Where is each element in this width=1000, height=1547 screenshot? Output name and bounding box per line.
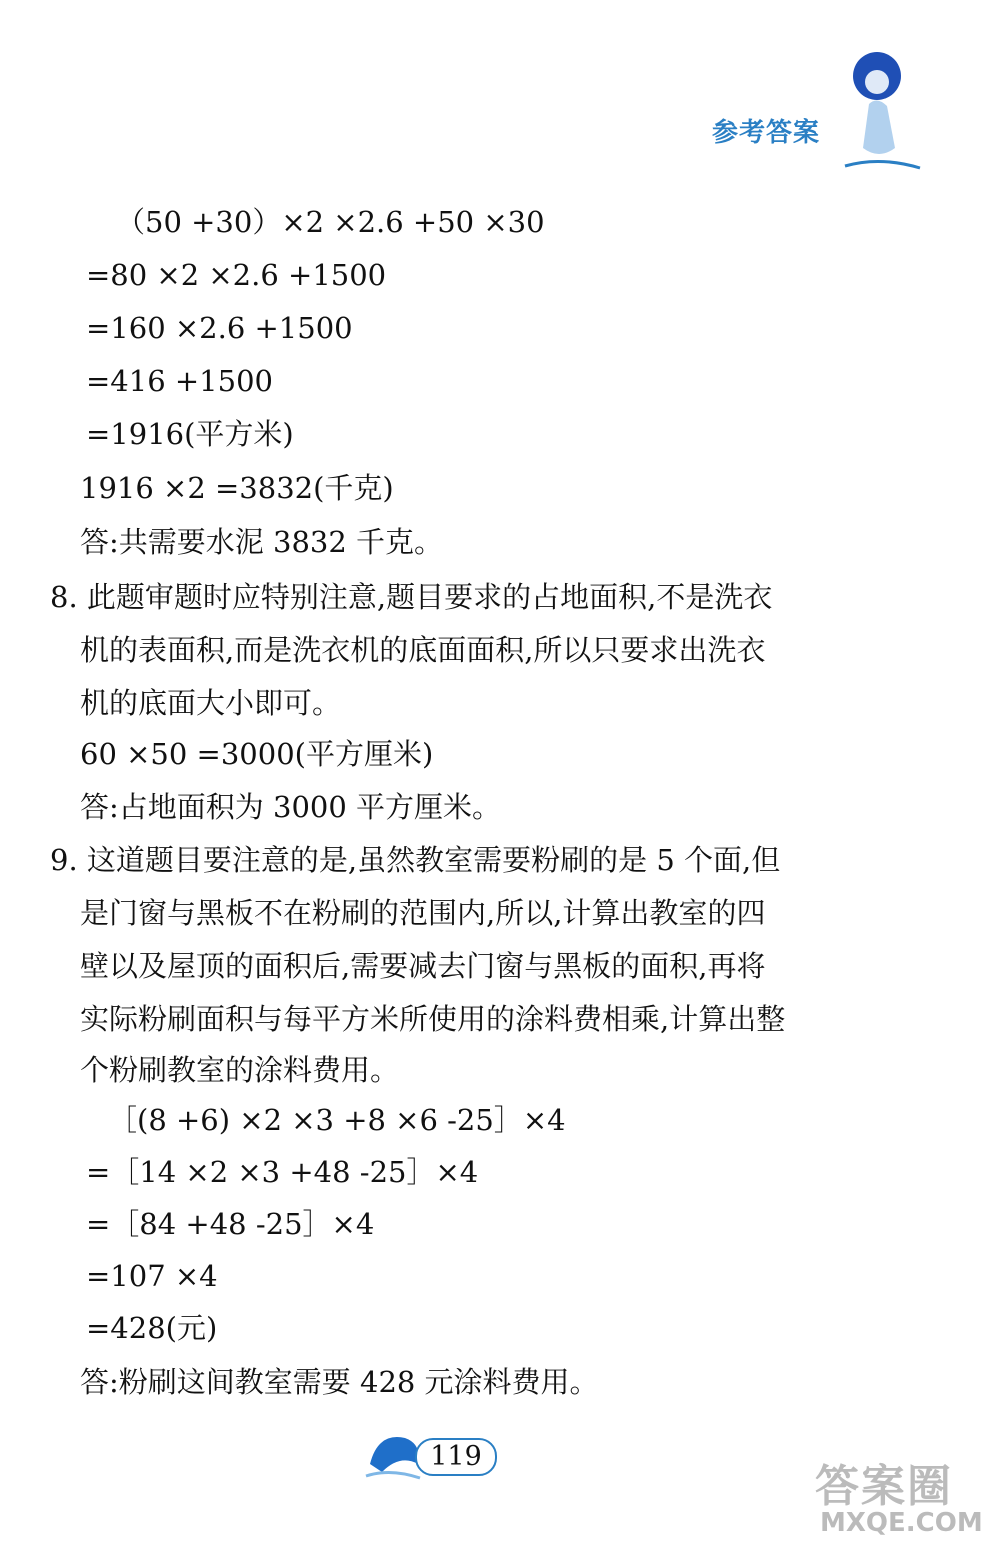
explanation-line: 9. 这道题目要注意的是,虽然教室需要粉刷的是 5 个面,但 [50, 843, 781, 877]
explanation-line: 机的表面积,而是洗衣机的底面面积,所以只要求出洗衣 [80, 633, 766, 667]
answer-line: 答:占地面积为 3000 平方厘米。 [80, 790, 502, 824]
answer-line: 答:粉刷这间教室需要 428 元涂料费用。 [80, 1365, 599, 1399]
watermark [815, 1450, 995, 1545]
explanation-line: 机的底面大小即可。 [80, 686, 342, 720]
calc-line: 1916 ×2 =3832(千克) [80, 471, 394, 505]
calc-line: =1916(平方米) [86, 417, 294, 451]
calc-line: ［(8 +6) ×2 ×3 +8 ×6 -25］×4 [108, 1103, 566, 1137]
mascot-illustration [835, 48, 925, 178]
calc-line: =107 ×4 [86, 1259, 218, 1293]
calc-line: =428(元) [86, 1311, 218, 1345]
page-number: 119 [415, 1438, 497, 1476]
calc-line: 60 ×50 =3000(平方厘米) [80, 737, 434, 771]
calc-line: =80 ×2 ×2.6 +1500 [86, 258, 387, 292]
explanation-line: 是门窗与黑板不在粉刷的范围内,所以,计算出教室的四 [80, 896, 766, 930]
explanation-line: 个粉刷教室的涂料费用。 [80, 1053, 400, 1087]
calc-line: （50 +30）×2 ×2.6 +50 ×30 [116, 205, 545, 239]
explanation-line: 8. 此题审题时应特别注意,题目要求的占地面积,不是洗衣 [50, 580, 773, 614]
explanation-line: 壁以及屋顶的面积后,需要减去门窗与黑板的面积,再将 [80, 949, 766, 983]
explanation-line: 实际粉刷面积与每平方米所使用的涂料费相乘,计算出整 [80, 1002, 786, 1036]
page-number-badge [360, 1420, 510, 1490]
calc-line: =［14 ×2 ×3 +48 -25］×4 [86, 1155, 479, 1189]
calc-line: =416 +1500 [86, 364, 273, 398]
calc-line: =［84 +48 -25］×4 [86, 1207, 375, 1241]
watermark-logo: 答案圈 [815, 1461, 953, 1512]
answer-line: 答:共需要水泥 3832 千克。 [80, 525, 444, 559]
calc-line: =160 ×2.6 +1500 [86, 311, 353, 345]
header-label: 参考答案 [712, 118, 821, 148]
watermark-url: MXQE.COM [820, 1508, 983, 1538]
